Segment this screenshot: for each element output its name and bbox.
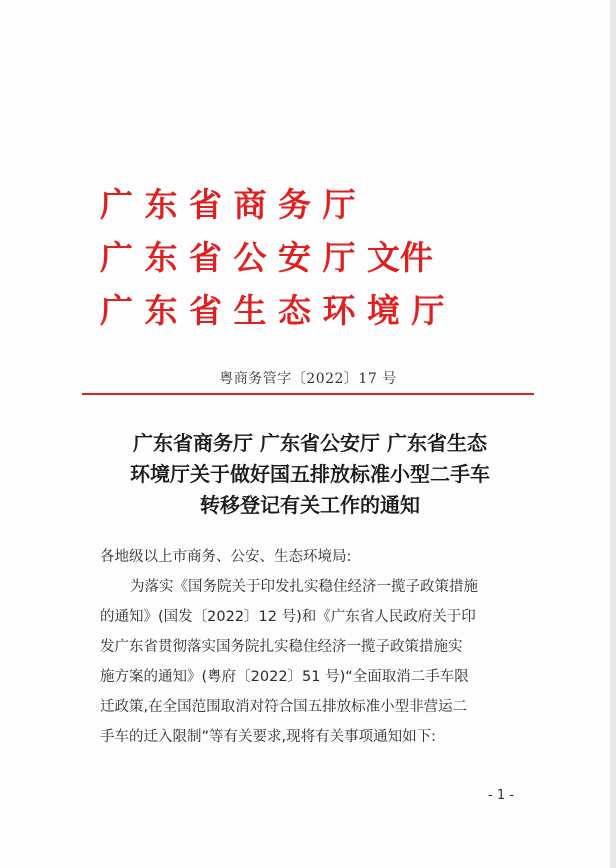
paragraph-line-2: 的通知》(国发〔2022〕12 号)和《广东省人民政府关于印 (100, 609, 476, 625)
title-line-1: 广东省商务厅 广东省公安厅 广东省生态 (133, 431, 487, 455)
document-body (100, 542, 530, 752)
paragraph-line-4: 施方案的通知》(粤府〔2022〕51 号)“全面取消二手车限 (100, 669, 469, 685)
paragraph-line-5: 迁政策,在全国范围取消对符合国五排放标准小型非营运二 (100, 699, 468, 715)
issuer-header (100, 178, 540, 337)
header-divider (82, 393, 534, 395)
issuer-line-commerce: 广 东 省 商 务 厅 (100, 185, 356, 224)
document-number: 粤商务管字〔2022〕17 号 (219, 371, 397, 387)
paragraph-line-3: 发广东省贯彻落实国务院扎实稳住经济一揽子政策措施实 (100, 639, 463, 655)
issuer-line-ecology: 广 东 省 生 态 环 境 厅 (100, 291, 445, 330)
title-line-3: 转移登记有关工作的通知 (200, 493, 420, 517)
issuer-line-public-security: 广 东 省 公 安 厅 文件 (100, 238, 433, 277)
title-line-2: 环境厅关于做好国五排放标准小型二手车 (130, 462, 490, 486)
paragraph-line-6: 手车的迁入限制”等有关要求,现将有关事项通知如下: (100, 729, 437, 745)
paragraph-line-1: 为落实《国务院关于印发扎实稳住经济一揽子政策措施 (130, 579, 478, 595)
scan-edge (610, 0, 616, 868)
salutation: 各地级以上市商务、公安、生态环境局: (100, 549, 352, 565)
document-title (90, 428, 530, 521)
page-number: - 1 - (488, 788, 514, 803)
